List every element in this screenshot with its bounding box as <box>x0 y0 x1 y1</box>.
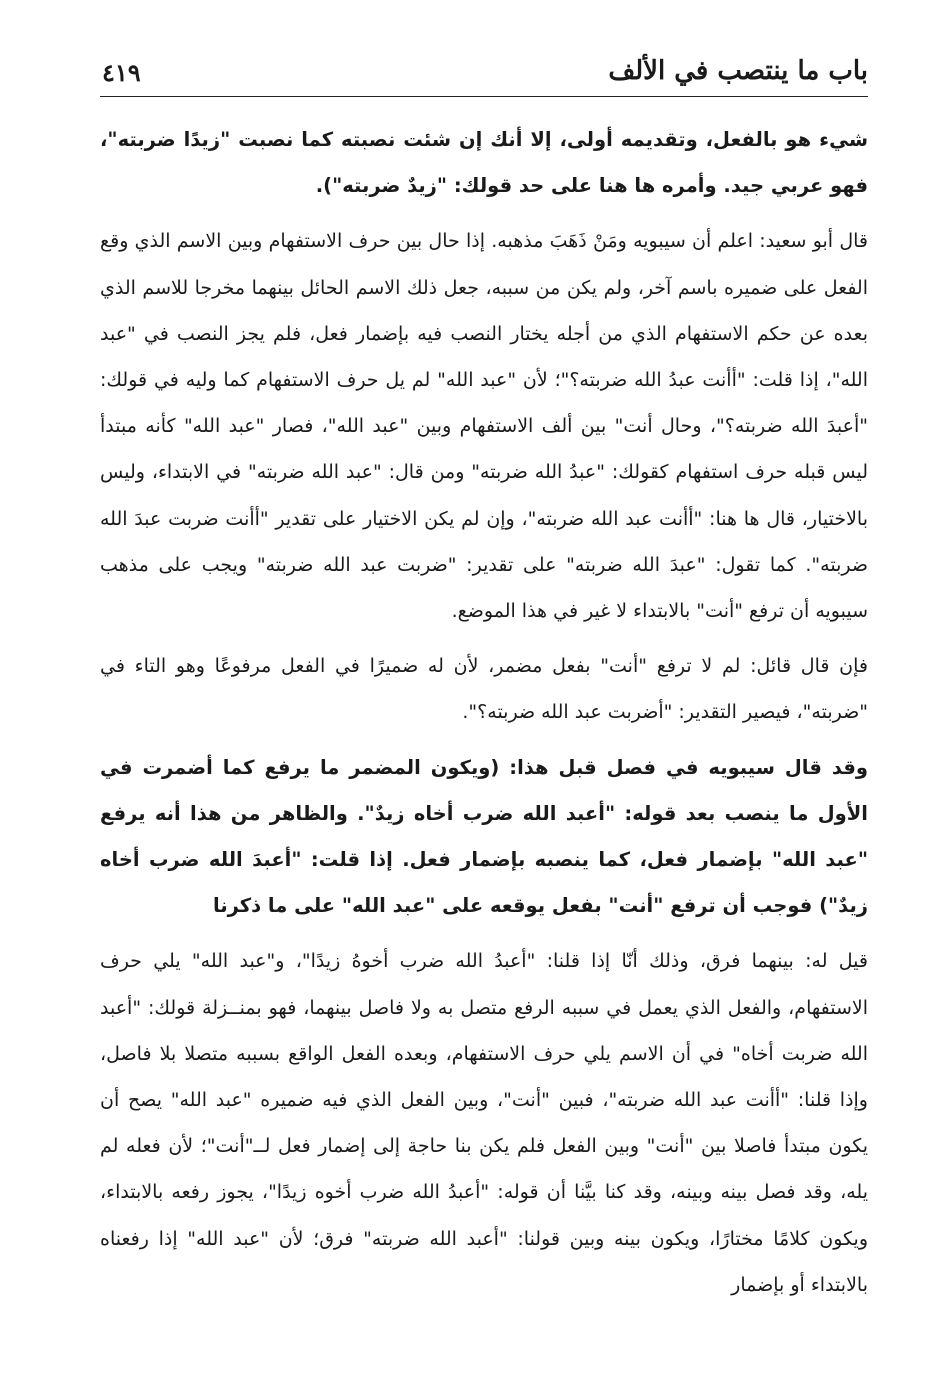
paragraph-quote-continuation: شيء هو بالفعل، وتقديمه أولى، إلا أنك إن شئت نصبته كما نصبت "زيدًا ضربته"، فهو عربي جيد. وأمره ها هنا على حد قولك: "زيدٌ ضربته"). <box>100 128 868 198</box>
paragraph-objection: فإن قال قائل: لم لا ترفع "أنت" بفعل مضمر، لأن له ضميرًا في الفعل مرفوعًا وهو التاء في "ضربته"، فيصير التقدير: "أضربت عبد الله ضربته؟". <box>100 655 868 724</box>
book-page <box>100 48 868 1308</box>
paragraph-abu-said: قال أبو سعيد: اعلم أن سيبويه ومَنْ ذَهَبَ مذهبه. إذا حال بين حرف الاستفهام وبين الاسم الذي وقع الفعل على ضميره باسم آخر، ولم يكن من سببه، جعل ذلك الاسم الحائل بينهما مخرجا للاسم الذي بعده عن حكم الاستفهام الذي من أجله يختار النصب فيه بإضمار فعل، فلم يجز النصب في "عبد الله"، إذا قلت: "أأنت عبدُ الله ضربته؟"؛ لأن "عبد الله" لم يل حرف الاستفهام كما وليه في قولك: "أعبدَ الله ضربته؟"، وحال أنت" بين ألف الاستفهام وبين "عبد الله"، فصار "عبد الله" كأنه مبتدأ ليس قبله حرف استفهام كقولك: "عبدُ الله ضربته" ومن قال: "عبد الله ضربته" في الابتداء، وليس بالاختيار، قال ها هنا: "أأنت عبد الله ضربته"، وإن لم يكن الاختيار على تقدير "أأنت ضربت عبدَ الله ضربته". كما تقول: "عبدَ الله ضربته" على تقدير: "ضربت عبد الله ضربته" ويجب على مذهب سيبويه أن ترفع "أنت" بالابتداء لا غير في هذا الموضع. <box>100 230 868 623</box>
paragraph-reply: قيل له: بينهما فرق، وذلك أنّا إذا قلنا: "أعبدُ الله ضرب أخوهُ زيدًا"، و"عبد الله" يلي حرف الاستفهام، والفعل الذي يعمل في سببه الرفع متصل به ولا فاصل بينهما، فهو بمنــزلة قولك: "أعبد الله ضربت أخاه" في أن الاسم يلي حرف الاستفهام، وبعده الفعل الواقع بسببه متصلا بلا فاصل، وإذا قلنا: "أأنت عبد الله ضربته"، فبين "أنت"، وبين الفعل الذي فيه ضميره "عبد الله" يصح أن يكون مبتدأ فاصلا بين "أنت" وبين الفعل فلم يكن بنا حاجة إلى إضمار فعل لــ"أنت"؛ لأن فعله لم يله، وقد فصل بينه وبينه، وقد كنا بيَّنا أن قوله: "أعبدُ الله ضرب أخوه زيدًا"، يجوز رفعه بالابتداء، ويكون كلامًا مختارًا، ويكون بينه وبين قولنا: "أعبد الله ضربته" فرق؛ لأن "عبد الله" إذا رفعناه بالابتداء أو بإضمار <box>100 950 868 1296</box>
paragraph-sibawayh-quote: وقد قال سيبويه في فصل قبل هذا: (ويكون المضمر ما يرفع كما أضمرت في الأول ما ينصب بعد قوله: "أعبد الله ضرب أخاه زيدٌ". والظاهر من هذا أنه يرفع "عبد الله" بإضمار فعل، كما ينصبه بإضمار فعل. إذا قلت: "أعبدَ الله ضرب أخاه زيدٌ") فوجب أن ترفع "أنت" بفعل يوقعه على "عبد الله" على ما ذكرنا <box>100 755 868 918</box>
page-number: ٤١٩ <box>102 58 141 87</box>
page-header <box>100 48 868 97</box>
running-title: باب ما ينتصب في الألف <box>608 56 868 86</box>
page-body <box>100 117 868 1308</box>
